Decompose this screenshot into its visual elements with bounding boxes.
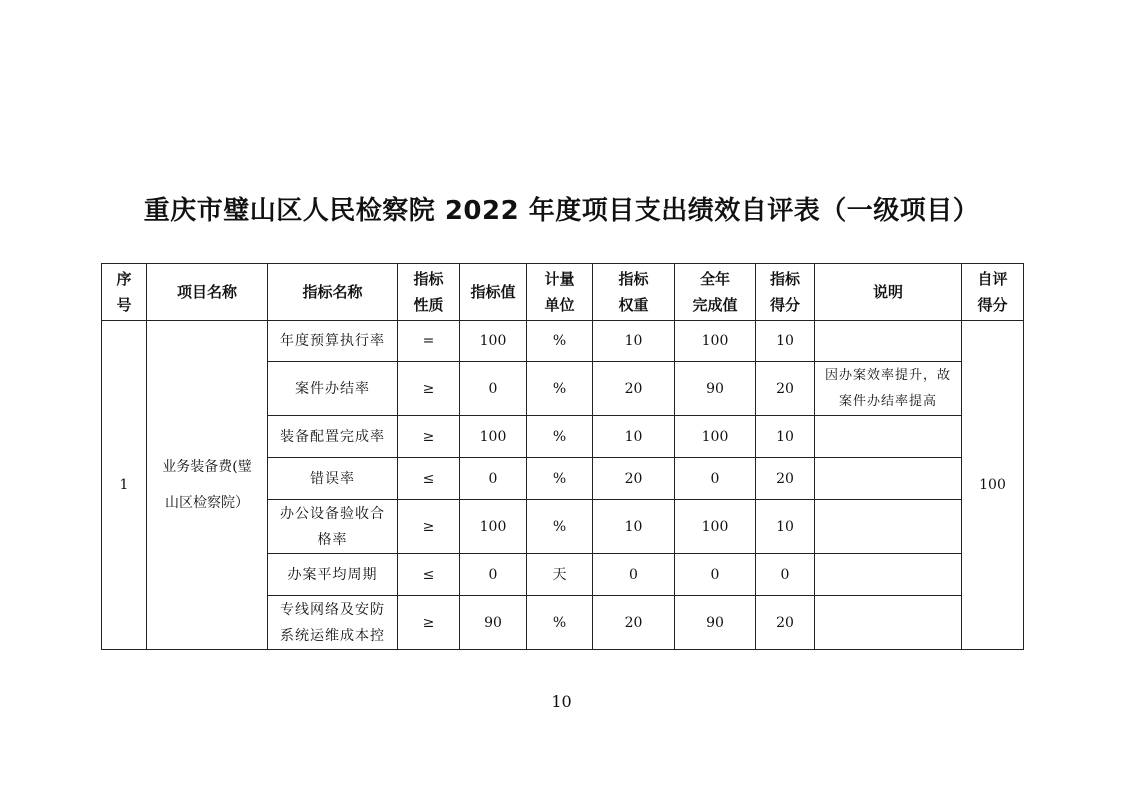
annual-completion: 100: [675, 500, 756, 554]
unit: %: [527, 500, 593, 554]
annual-completion: 0: [675, 554, 756, 596]
indicator-score: 10: [756, 500, 815, 554]
page-title: 重庆市璧山区人民检察院 2022 年度项目支出绩效自评表（一级项目）: [143, 196, 980, 226]
weight: 0: [593, 554, 675, 596]
indicator-name: 年度预算执行率: [268, 321, 398, 362]
indicator-name: 错误率: [268, 458, 398, 500]
header-seq: 序 号: [102, 264, 147, 321]
header-indicator-nature: 指标 性质: [398, 264, 460, 321]
header-row: [102, 264, 1024, 321]
explanation: [815, 321, 962, 362]
project-name: 业务装备费(璧 山区检察院）: [147, 321, 268, 650]
explanation: [815, 500, 962, 554]
explanation: [815, 458, 962, 500]
header-indicator-value: 指标值: [460, 264, 527, 321]
weight: 20: [593, 362, 675, 416]
annual-completion: 90: [675, 596, 756, 650]
indicator-score: 0: [756, 554, 815, 596]
indicator-name: 装备配置完成率: [268, 416, 398, 458]
header-indicator-name: 指标名称: [268, 264, 398, 321]
indicator-nature: ≥: [398, 500, 460, 554]
evaluation-table: [101, 263, 1024, 650]
indicator-nature: ≥: [398, 416, 460, 458]
annual-completion: 0: [675, 458, 756, 500]
indicator-name: 案件办结率: [268, 362, 398, 416]
indicator-name: 专线网络及安防 系统运维成本控: [268, 596, 398, 650]
indicator-value: 0: [460, 554, 527, 596]
annual-completion: 100: [675, 416, 756, 458]
header-weight: 指标 权重: [593, 264, 675, 321]
weight: 20: [593, 596, 675, 650]
indicator-nature: =: [398, 321, 460, 362]
indicator-value: 0: [460, 458, 527, 500]
unit: %: [527, 596, 593, 650]
indicator-value: 100: [460, 416, 527, 458]
weight: 10: [593, 500, 675, 554]
indicator-value: 0: [460, 362, 527, 416]
indicator-score: 10: [756, 321, 815, 362]
explanation: [815, 554, 962, 596]
unit: 天: [527, 554, 593, 596]
indicator-nature: ≤: [398, 554, 460, 596]
explanation: [815, 416, 962, 458]
annual-completion: 90: [675, 362, 756, 416]
header-score: 指标 得分: [756, 264, 815, 321]
indicator-value: 100: [460, 321, 527, 362]
unit: %: [527, 458, 593, 500]
weight: 10: [593, 416, 675, 458]
header-project-name: 项目名称: [147, 264, 268, 321]
page-number: 10: [551, 692, 572, 711]
header-self-score: 自评 得分: [962, 264, 1024, 321]
header-explanation: 说明: [815, 264, 962, 321]
indicator-score: 10: [756, 416, 815, 458]
explanation: 因办案效率提升，故 案件办结率提高: [815, 362, 962, 416]
indicator-score: 20: [756, 362, 815, 416]
unit: %: [527, 362, 593, 416]
indicator-nature: ≥: [398, 362, 460, 416]
table-row: [102, 321, 1024, 362]
unit: %: [527, 416, 593, 458]
weight: 20: [593, 458, 675, 500]
header-annual-completion: 全年 完成值: [675, 264, 756, 321]
indicator-name: 办公设备验收合 格率: [268, 500, 398, 554]
indicator-score: 20: [756, 596, 815, 650]
project-seq: 1: [102, 321, 147, 650]
unit: %: [527, 321, 593, 362]
weight: 10: [593, 321, 675, 362]
self-score: 100: [962, 321, 1024, 650]
explanation: [815, 596, 962, 650]
indicator-value: 100: [460, 500, 527, 554]
indicator-score: 20: [756, 458, 815, 500]
indicator-name: 办案平均周期: [268, 554, 398, 596]
header-unit: 计量 单位: [527, 264, 593, 321]
indicator-nature: ≥: [398, 596, 460, 650]
indicator-nature: ≤: [398, 458, 460, 500]
indicator-value: 90: [460, 596, 527, 650]
annual-completion: 100: [675, 321, 756, 362]
